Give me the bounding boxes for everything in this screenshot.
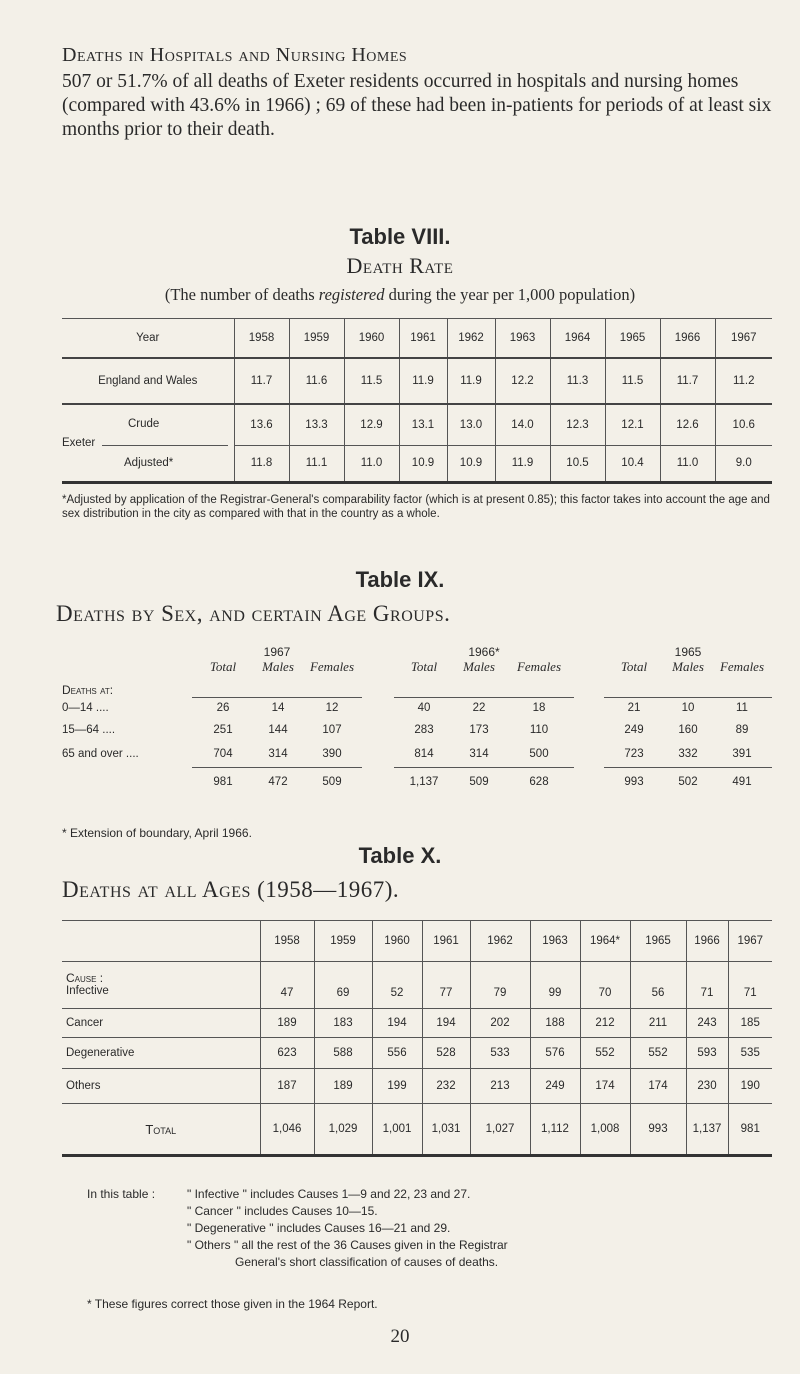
total-label: Total (145, 1121, 177, 1137)
rate-cell: 11.3 (550, 358, 605, 404)
note-text: General's short classification of causes of deaths. (235, 1255, 499, 1269)
row-label: 0—14 .... (62, 702, 109, 714)
count-cell: 535 (728, 1038, 772, 1069)
total-cell: 1,001 (372, 1104, 422, 1156)
year-cell: 1958 (234, 319, 289, 359)
year-cell: 1960 (344, 319, 399, 359)
row-label-cell (62, 962, 260, 1009)
row-header: Deaths at: (62, 683, 114, 697)
rate-cell: 12.2 (495, 358, 550, 404)
total-cell: 1,137 (394, 767, 454, 797)
total-cell: 472 (254, 767, 302, 797)
rate-cell: 11.0 (344, 445, 399, 483)
row-label: Degenerative (66, 1047, 135, 1059)
table-row (62, 675, 772, 697)
table-row (62, 404, 772, 445)
total-cell: 1,046 (260, 1104, 314, 1156)
count-cell: 71 (686, 962, 728, 1009)
count-cell: 251 (213, 724, 233, 736)
rate-cell: 13.6 (234, 404, 289, 445)
count-cell: 623 (260, 1038, 314, 1069)
count-cell: 189 (260, 1009, 314, 1038)
table-10-footnote: * These figures correct those given in the 1964 Report. (87, 1297, 378, 1311)
table-9-title: Table IX. (355, 567, 445, 592)
count-cell: 174 (630, 1069, 686, 1104)
total-cell: 1,008 (580, 1104, 630, 1156)
count-cell: 189 (314, 1069, 372, 1104)
count-cell: 230 (686, 1069, 728, 1104)
total-cell: 502 (664, 767, 712, 797)
total-cell: 981 (728, 1104, 772, 1156)
count-cell: 314 (469, 747, 489, 760)
table-row (62, 697, 772, 719)
rate-cell: 11.8 (234, 445, 289, 483)
year-cell: 1961 (399, 319, 447, 359)
note-text: " Cancer " includes Causes 10—15. (187, 1204, 378, 1218)
count-cell: 576 (530, 1038, 580, 1069)
rate-cell: 13.0 (447, 404, 495, 445)
rate-cell: 10.6 (715, 404, 772, 445)
count-cell: 533 (470, 1038, 530, 1069)
page-number: 20 (390, 1326, 410, 1347)
table-row (62, 962, 772, 1009)
table-row (62, 1104, 772, 1156)
count-cell: 99 (530, 962, 580, 1009)
note-text: " Degenerative " includes Causes 16—21 and 29. (187, 1221, 451, 1235)
total-cell: 491 (712, 767, 772, 797)
count-cell: 12 (325, 702, 339, 715)
rate-cell: 11.1 (289, 445, 344, 483)
count-cell: 332 (678, 747, 698, 760)
note-text: " Others " all the rest of the 36 Causes given in the Registrar (187, 1238, 508, 1252)
year-cell: 1960 (372, 921, 422, 962)
section-heading: Deaths in Hospitals and Nursing Homes (62, 44, 408, 66)
year-header: 1966* (468, 645, 500, 659)
rate-cell: 10.4 (605, 445, 660, 483)
year-cell: 1962 (447, 319, 495, 359)
exeter-label-cell (62, 404, 234, 449)
count-cell: 212 (580, 1009, 630, 1038)
year-cell: 1959 (289, 319, 344, 359)
count-cell: 552 (630, 1038, 686, 1069)
table-8-caption (0, 285, 800, 305)
count-cell: 56 (630, 962, 686, 1009)
rate-cell: 12.1 (605, 404, 660, 445)
intro-paragraph: 507 or 51.7% of all deaths of Exeter residents occurred in hospitals and nursing homes (compared with 43.6% in 1966) ; 69 of these had been in-patients for periods of at least six months prior to their death. (62, 71, 772, 140)
row-label: Others (66, 1080, 101, 1092)
total-cell: 509 (302, 767, 362, 797)
count-cell: 552 (580, 1038, 630, 1069)
column-header: Males (672, 659, 704, 674)
exeter-label: Exeter (62, 437, 96, 449)
table-10-subtitle: Deaths at all Ages (1958—1967). (62, 877, 400, 902)
count-cell: 199 (372, 1069, 422, 1104)
note-line (87, 1186, 777, 1203)
year-cell: 1964 (550, 319, 605, 359)
rate-cell: 12.9 (344, 404, 399, 445)
table-row (62, 921, 772, 962)
count-cell: 10 (681, 702, 695, 715)
rate-cell: 12.6 (660, 404, 715, 445)
death-rate-table-grid (62, 318, 772, 484)
rate-cell: 11.6 (289, 358, 344, 404)
total-cell: 1,029 (314, 1104, 372, 1156)
count-cell: 185 (728, 1009, 772, 1038)
row-label: Crude (128, 418, 160, 430)
year-header: 1965 (674, 645, 702, 659)
rate-cell: 11.9 (495, 445, 550, 483)
table-row (62, 645, 772, 659)
table-row (62, 1009, 772, 1038)
table-row (62, 445, 772, 483)
count-cell: 47 (260, 962, 314, 1009)
count-cell: 500 (529, 747, 549, 760)
count-cell: 187 (260, 1069, 314, 1104)
count-cell: 190 (728, 1069, 772, 1104)
rate-cell: 11.5 (605, 358, 660, 404)
table-row (62, 1069, 772, 1104)
count-cell: 77 (422, 962, 470, 1009)
year-cell: 1963 (530, 921, 580, 962)
table-row (62, 319, 772, 359)
year-cell: 1966 (686, 921, 728, 962)
count-cell: 211 (630, 1009, 686, 1038)
count-cell: 89 (735, 724, 749, 736)
column-header: Females (309, 659, 355, 674)
count-cell: 11 (736, 702, 748, 715)
caption-emphasis: registered (318, 285, 385, 304)
rate-cell: 11.5 (344, 358, 399, 404)
row-label: Adjusted* (124, 457, 174, 469)
column-header: Total (410, 659, 438, 674)
count-cell: 21 (627, 702, 641, 715)
rate-cell: 11.9 (447, 358, 495, 404)
count-cell: 183 (314, 1009, 372, 1038)
rate-cell: 12.3 (550, 404, 605, 445)
rate-cell: 10.5 (550, 445, 605, 483)
row-label: 65 and over .... (62, 748, 139, 760)
table-row (62, 659, 772, 675)
year-cell: 1962 (470, 921, 530, 962)
count-cell: 232 (422, 1069, 470, 1104)
count-cell: 556 (372, 1038, 422, 1069)
count-cell: 52 (372, 962, 422, 1009)
row-label: England and Wales (98, 375, 198, 387)
table-row (62, 358, 772, 404)
total-cell: 993 (630, 1104, 686, 1156)
count-cell: 314 (268, 747, 288, 760)
table-9-note: * Extension of boundary, April 1966. (62, 826, 252, 840)
rate-cell: 11.0 (660, 445, 715, 483)
caption-text: (The number of deaths (164, 285, 319, 304)
table-10-title: Table X. (358, 843, 442, 868)
table-row (62, 741, 772, 767)
count-cell: 593 (686, 1038, 728, 1069)
year-cell: 1963 (495, 319, 550, 359)
cause-label: Cause : (66, 971, 104, 985)
year-cell: 1966 (660, 319, 715, 359)
count-cell: 107 (322, 724, 342, 736)
count-cell: 70 (580, 962, 630, 1009)
year-cell: 1967 (728, 921, 772, 962)
column-header: Males (463, 659, 495, 674)
column-header: Females (719, 659, 765, 674)
count-cell: 202 (470, 1009, 530, 1038)
rate-cell: 13.1 (399, 404, 447, 445)
table-9-subtitle: Deaths by Sex, and certain Age Groups. (56, 601, 451, 626)
table-row (62, 1038, 772, 1069)
count-cell: 194 (372, 1009, 422, 1038)
total-cell: 1,027 (470, 1104, 530, 1156)
count-cell: 704 (213, 747, 233, 760)
count-cell: 174 (580, 1069, 630, 1104)
year-cell: 1965 (630, 921, 686, 962)
notes-lead: In this table : (87, 1187, 156, 1201)
column-header: Males (262, 659, 294, 674)
total-cell: 1,031 (422, 1104, 470, 1156)
total-cell: 628 (504, 767, 574, 797)
count-cell: 173 (469, 724, 489, 736)
count-cell: 814 (414, 747, 434, 760)
column-header: Total (209, 659, 237, 674)
column-header: Total (620, 659, 648, 674)
count-cell: 69 (314, 962, 372, 1009)
total-cell: 981 (192, 767, 254, 797)
total-cell: 509 (454, 767, 504, 797)
year-header: 1967 (263, 645, 291, 659)
rate-cell: 10.9 (399, 445, 447, 483)
row-label: Cancer (66, 1017, 104, 1029)
count-cell: 588 (314, 1038, 372, 1069)
count-cell: 213 (470, 1069, 530, 1104)
table-row (62, 719, 772, 741)
table-8-note: *Adjusted by application of the Registrar-General's comparability factor (which is at present 0.85); this factor takes into account the age and sex distribution in the city as compared with that in the country as a whole. (62, 494, 770, 520)
count-cell: 14 (271, 702, 285, 715)
total-cell: 1,112 (530, 1104, 580, 1156)
count-cell: 188 (530, 1009, 580, 1038)
year-cell: 1965 (605, 319, 660, 359)
row-label: 15—64 .... (62, 724, 116, 736)
count-cell: 249 (624, 724, 644, 736)
rate-cell: 14.0 (495, 404, 550, 445)
table-10-notes (87, 1186, 777, 1271)
year-cell: 1958 (260, 921, 314, 962)
deaths-by-sex-table (62, 645, 772, 797)
rate-cell: 11.7 (660, 358, 715, 404)
rate-cell: 11.2 (715, 358, 772, 404)
table-8-title: Table VIII. (349, 224, 451, 249)
column-header: Females (516, 659, 562, 674)
year-cell: 1959 (314, 921, 372, 962)
rate-cell: 10.9 (447, 445, 495, 483)
count-cell: 390 (322, 747, 342, 760)
count-cell: 71 (728, 962, 772, 1009)
row-label: Infective (66, 985, 109, 997)
count-cell: 18 (532, 702, 546, 715)
count-cell: 528 (422, 1038, 470, 1069)
caption-text: during the year per 1,000 population) (384, 285, 636, 304)
table-8-subtitle: Death Rate (346, 253, 454, 278)
count-cell: 283 (414, 724, 434, 736)
rate-cell: 11.9 (399, 358, 447, 404)
year-cell: 1964* (580, 921, 630, 962)
note-text: " Infective " includes Causes 1—9 and 22, 23 and 27. (187, 1187, 471, 1201)
count-cell: 723 (624, 747, 644, 760)
exeter-divider (102, 445, 228, 446)
count-cell: 144 (268, 724, 288, 736)
count-cell: 40 (417, 702, 431, 715)
table-row (62, 767, 772, 797)
year-cell: 1967 (715, 319, 772, 359)
rate-cell: 11.7 (234, 358, 289, 404)
deaths-all-ages-table (62, 920, 772, 1157)
count-cell: 243 (686, 1009, 728, 1038)
year-header: Year (136, 332, 160, 344)
count-cell: 110 (529, 724, 549, 736)
total-cell: 1,137 (686, 1104, 728, 1156)
count-cell: 22 (472, 702, 486, 715)
count-cell: 26 (216, 702, 230, 715)
rate-cell: 9.0 (715, 445, 772, 483)
count-cell: 249 (530, 1069, 580, 1104)
rate-cell: 13.3 (289, 404, 344, 445)
year-cell: 1961 (422, 921, 470, 962)
count-cell: 160 (678, 724, 698, 736)
total-cell: 993 (604, 767, 664, 797)
count-cell: 194 (422, 1009, 470, 1038)
count-cell: 79 (470, 962, 530, 1009)
count-cell: 391 (732, 747, 752, 760)
